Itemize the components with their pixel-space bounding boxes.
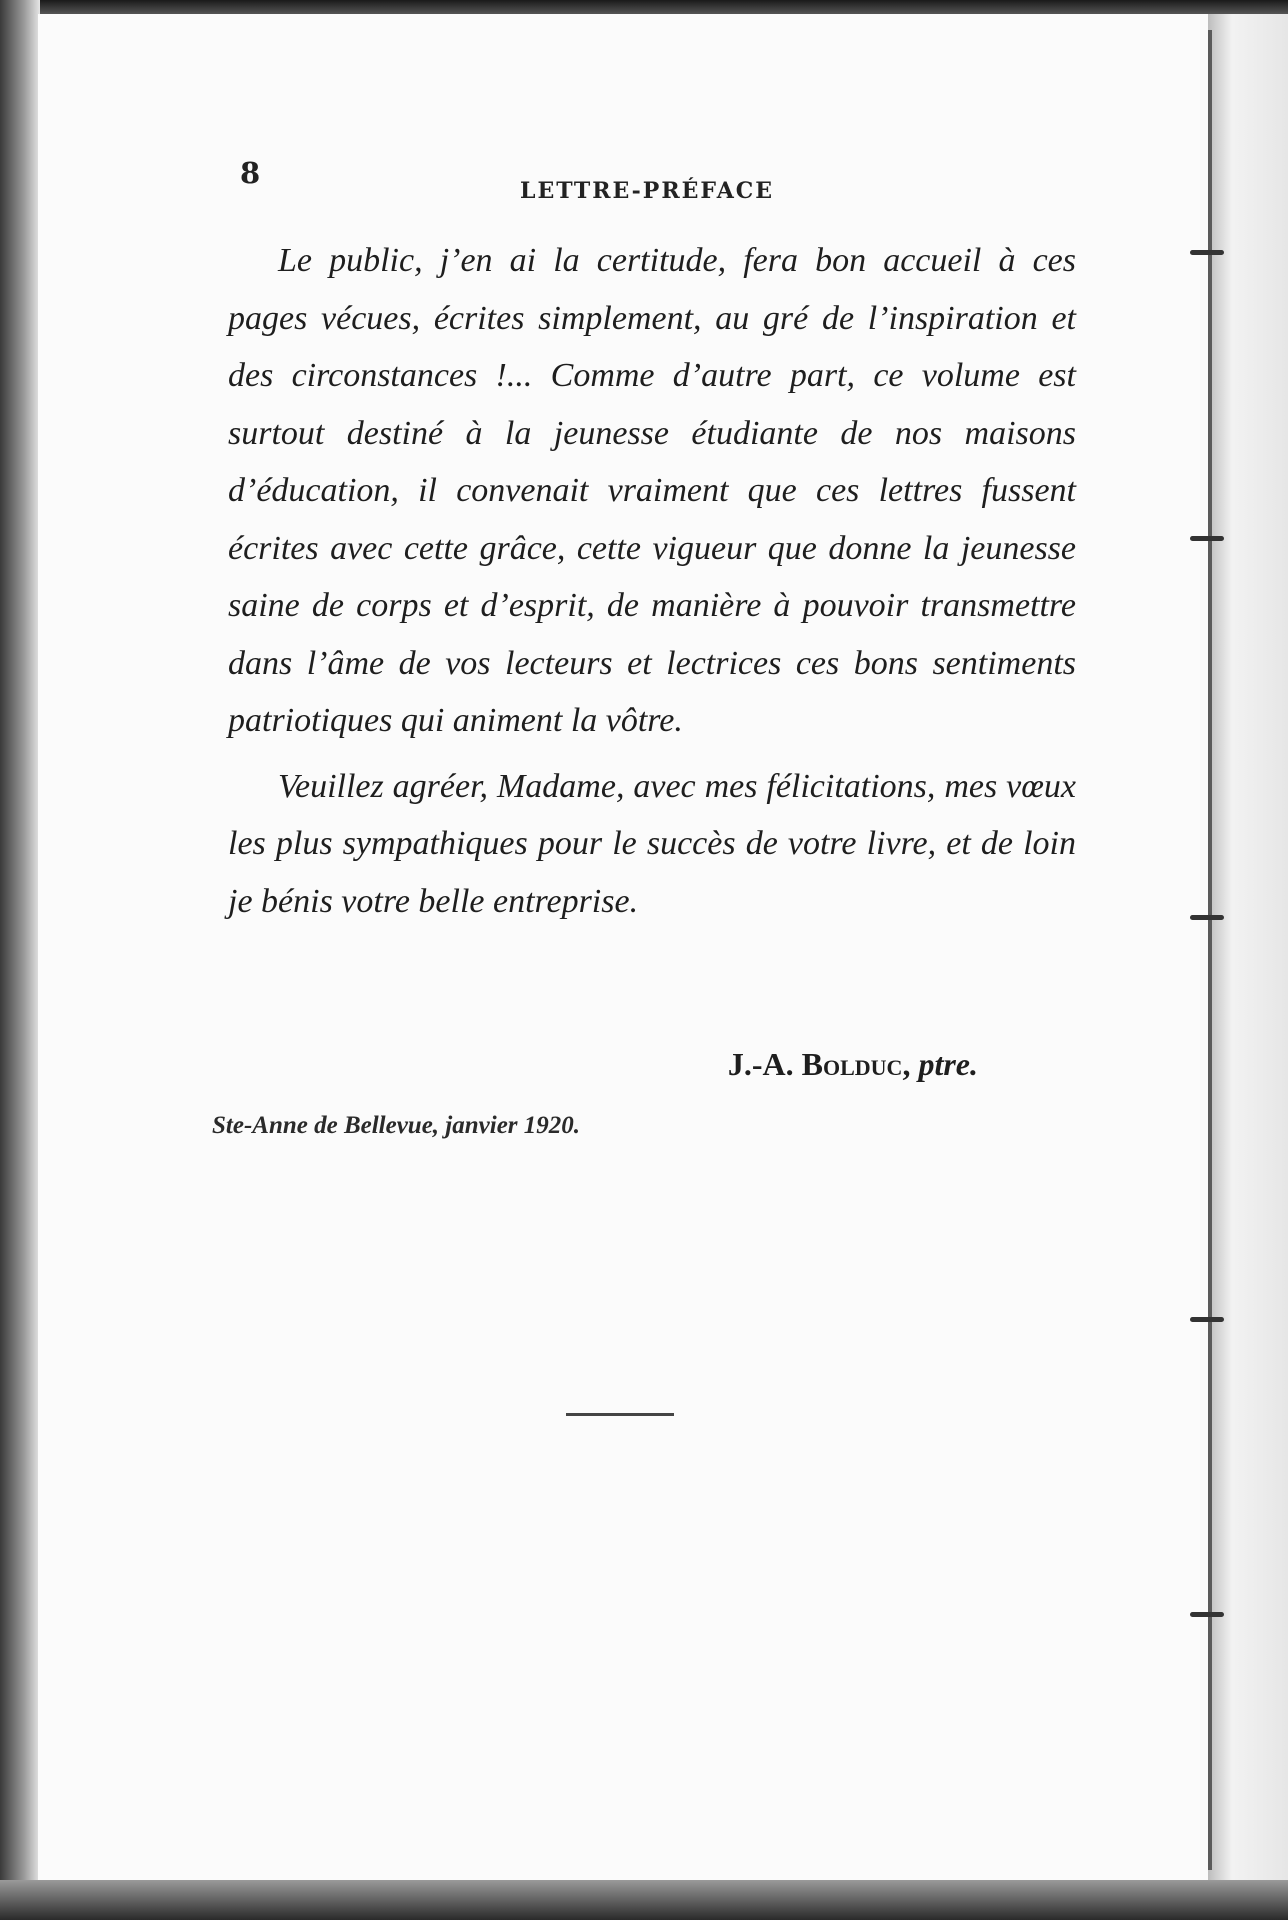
book-spine	[1208, 14, 1288, 1884]
signature-surname: Bolduc	[801, 1046, 903, 1082]
signature-initials: J.-A.	[727, 1046, 794, 1082]
binding-stitch	[1190, 1317, 1224, 1322]
spine-gutter-line	[1208, 30, 1212, 1870]
binding-stitch	[1190, 915, 1224, 920]
scan-top-edge	[0, 0, 1288, 14]
signature: J.-A. Bolduc, ptre.	[727, 1046, 978, 1082]
binding-stitch	[1190, 250, 1224, 255]
dateline: Ste-Anne de Bellevue, janvier 1920.	[212, 1112, 581, 1139]
letter-body	[228, 232, 1076, 930]
paragraph: Le public, j’en ai la certitude, fera bon accueil à ces pages vécues, écrites simplement, au gré de l’inspiration et des circonstances !... Comme d’autre part, ce volume est surtout destiné à la jeunesse étudiante de nos maisons d’éducation, il convenait vraiment que ces lettres fussent écrites avec cette grâce, cette vigueur que donne la jeunesse saine de corps et d’esprit, de manière à pouvoir transmettre dans l’âme de vos lecteurs et lectrices ces bons sentiments patriotiques qui animent la vôtre.	[228, 242, 1076, 739]
scan-bottom-edge	[0, 1880, 1288, 1920]
binding-stitch	[1190, 536, 1224, 541]
signature-title: ptre.	[918, 1046, 978, 1082]
scan-left-edge	[0, 0, 40, 1920]
running-head: LETTRE-PRÉFACE	[520, 178, 775, 204]
end-rule	[566, 1413, 674, 1416]
paragraph: Veuillez agréer, Madame, avec mes félicitations, mes vœux les plus sympathiques pour le succès de votre livre, et de loin je bénis votre belle entreprise.	[228, 767, 1076, 920]
page-number: 8	[240, 156, 261, 190]
binding-stitch	[1190, 1612, 1224, 1617]
